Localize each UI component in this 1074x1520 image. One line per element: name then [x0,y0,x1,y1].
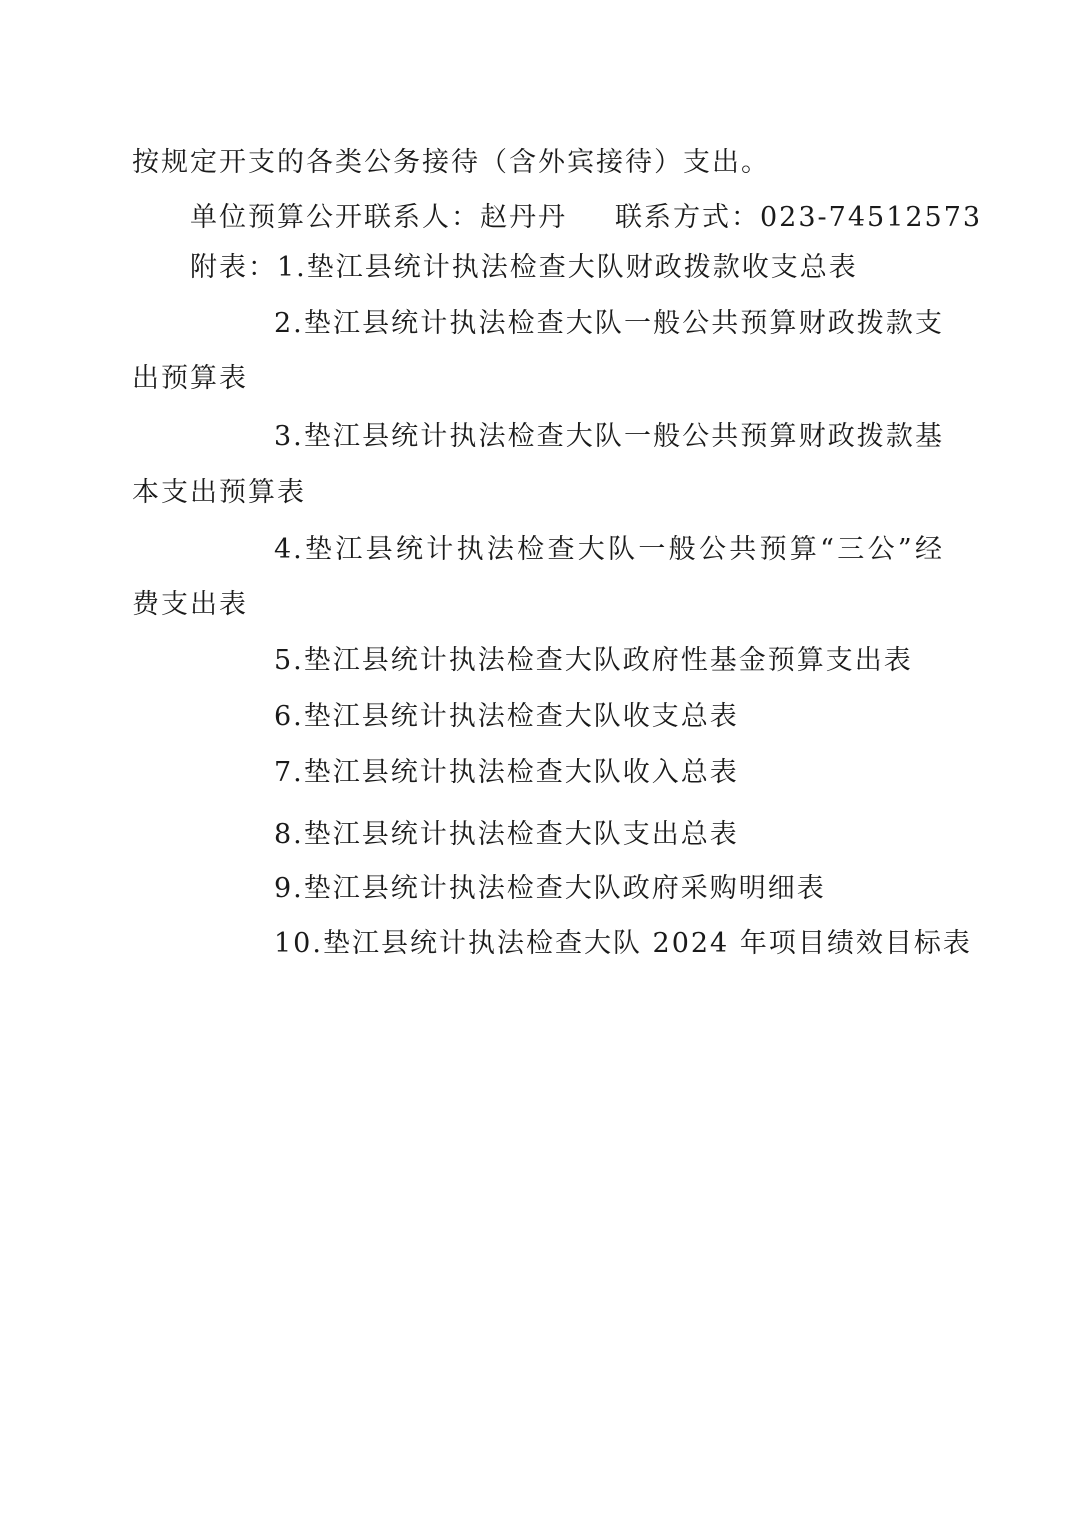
contact-line [190,201,982,235]
attachment-item-6: 6.垫江县统计执法检查大队收支总表 [274,701,739,732]
attachment-item-1 [190,251,858,285]
attachment-item-title: 1.垫江县统计执法检查大队财政拨款收支总表 [277,252,858,283]
attachment-item-4-line2: 费支出表 [132,589,248,620]
attachment-item-9: 9.垫江县统计执法检查大队政府采购明细表 [274,873,826,904]
attachment-item-2-line2: 出预算表 [132,363,248,394]
contact-person-label: 单位预算公开联系人： [190,202,480,233]
attachment-item-2-line1: 2.垫江县统计执法检查大队一般公共预算财政拨款支 [274,308,944,339]
contact-phone-label: 联系方式： [615,202,760,233]
intro-tail-text: 按规定开支的各类公务接待（含外宾接待）支出。 [132,147,770,178]
attachment-item-7: 7.垫江县统计执法检查大队收入总表 [274,757,739,788]
attachment-item-3-line2: 本支出预算表 [132,477,306,508]
attachment-item-8: 8.垫江县统计执法检查大队支出总表 [274,819,739,850]
attachment-item-5: 5.垫江县统计执法检查大队政府性基金预算支出表 [274,645,913,676]
contact-person-name: 赵丹丹 [480,202,567,233]
attachment-item-3-line1: 3.垫江县统计执法检查大队一般公共预算财政拨款基 [274,421,944,452]
attachments-prefix: 附表： [190,252,277,283]
attachment-item-10: 10.垫江县统计执法检查大队 2024 年项目绩效目标表 [274,928,972,959]
attachment-item-4-line1: 4.垫江县统计执法检查大队一般公共预算“三公”经 [274,534,944,565]
contact-phone: 023-74512573 [760,202,983,233]
